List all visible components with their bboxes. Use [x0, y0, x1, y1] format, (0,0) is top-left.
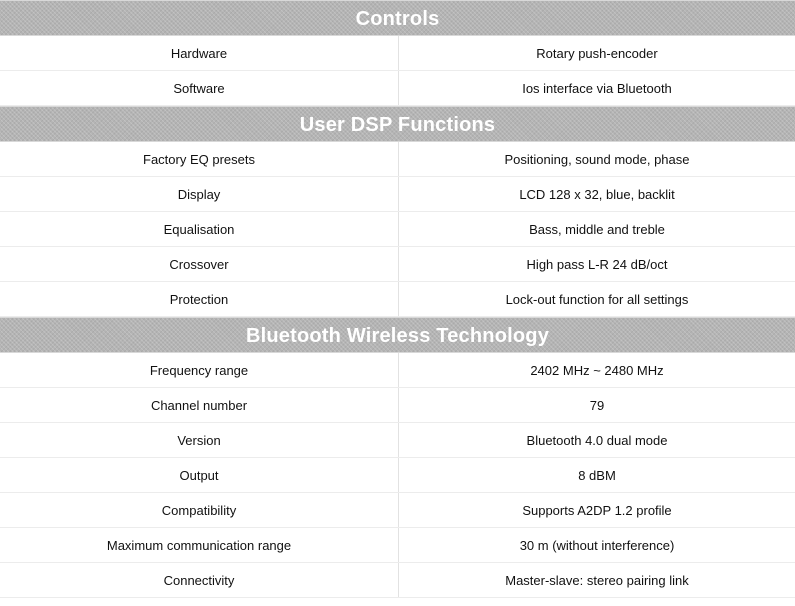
spec-label: Factory EQ presets	[0, 142, 399, 176]
spec-label: Software	[0, 71, 399, 105]
spec-label: Channel number	[0, 388, 399, 422]
spec-label: Crossover	[0, 247, 399, 281]
spec-value: Bluetooth 4.0 dual mode	[526, 432, 668, 448]
section-header-controls: Controls	[0, 0, 795, 36]
spec-label: Version	[0, 423, 399, 457]
spec-value: 79	[589, 397, 605, 413]
spec-label: Protection	[0, 282, 399, 316]
spec-label: Equalisation	[0, 212, 399, 246]
table-row	[0, 282, 795, 317]
spec-value: 2402 MHz ~ 2480 MHz	[530, 362, 664, 378]
spec-label: Output	[0, 458, 399, 492]
table-row	[0, 493, 795, 528]
spec-value: Bass, middle and treble	[529, 221, 665, 237]
spec-value: Master-slave: stereo pairing link	[505, 572, 689, 588]
spec-value: High pass L-R 24 dB/oct	[526, 256, 668, 272]
section-header-bluetooth-wireless-technology: Bluetooth Wireless Technology	[0, 317, 795, 353]
table-row	[0, 36, 795, 71]
section-header-user-dsp-functions: User DSP Functions	[0, 106, 795, 142]
table-row	[0, 247, 795, 282]
table-row	[0, 142, 795, 177]
spec-value: 8 dBM	[578, 467, 616, 483]
spec-label: Maximum communication range	[0, 528, 399, 562]
spec-value: 30 m (without interference)	[519, 537, 675, 553]
table-row	[0, 71, 795, 106]
table-row	[0, 563, 795, 598]
table-row	[0, 353, 795, 388]
spec-value: Ios interface via Bluetooth	[522, 80, 672, 96]
spec-label: Frequency range	[0, 353, 399, 387]
spec-label: Display	[0, 177, 399, 211]
spec-label: Hardware	[0, 36, 399, 70]
spec-value: Positioning, sound mode, phase	[504, 151, 690, 167]
spec-value: LCD 128 x 32, blue, backlit	[519, 186, 675, 202]
spec-label: Connectivity	[0, 563, 399, 597]
table-row	[0, 388, 795, 423]
spec-value: Supports A2DP 1.2 profile	[522, 502, 672, 518]
spec-value: Rotary push-encoder	[536, 45, 658, 61]
table-row	[0, 528, 795, 563]
table-row	[0, 458, 795, 493]
table-row	[0, 423, 795, 458]
table-row	[0, 212, 795, 247]
spec-value: Lock-out function for all settings	[505, 291, 689, 307]
spec-label: Compatibility	[0, 493, 399, 527]
table-row	[0, 177, 795, 212]
